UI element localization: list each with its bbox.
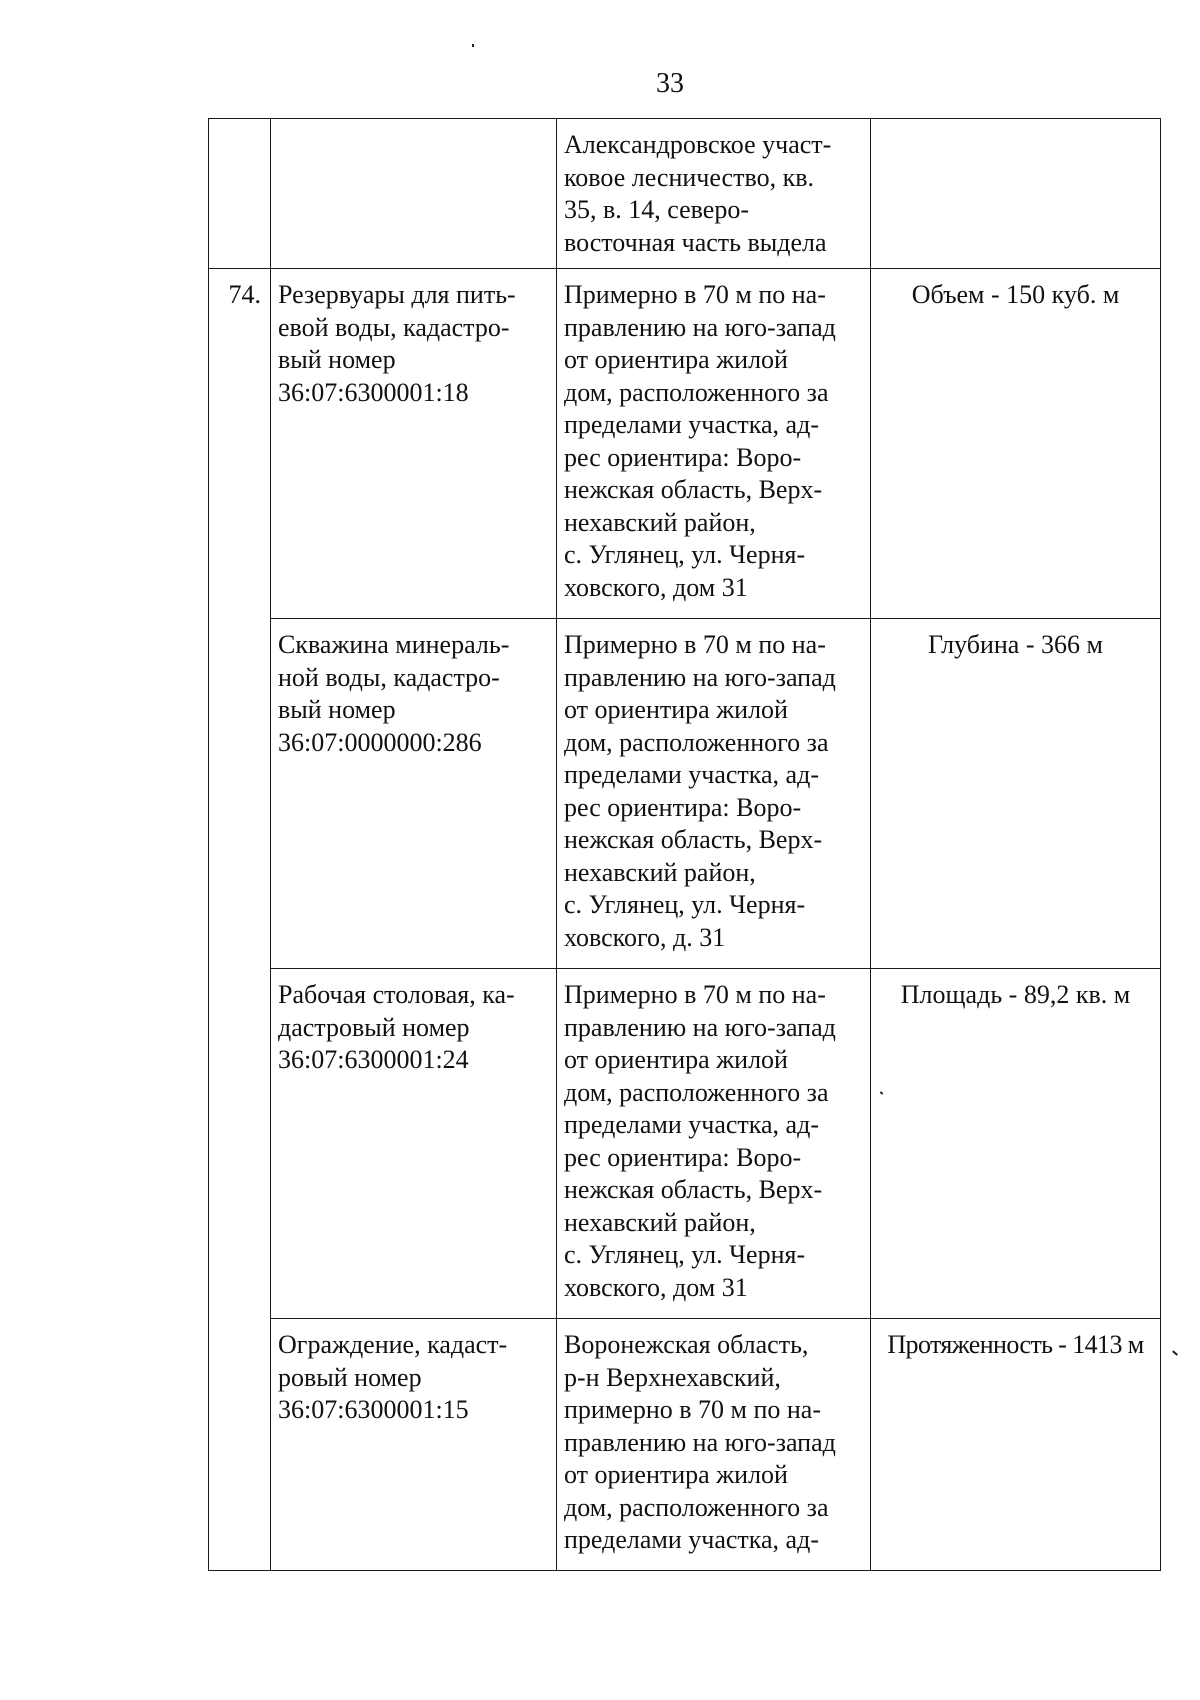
location-line: правлению на юго-запад <box>564 312 836 342</box>
objects-table <box>208 118 1161 1571</box>
value-text: Протяженность - 1413 м <box>887 1330 1144 1359</box>
location-line: нехавский район, <box>564 507 756 537</box>
row-number-cell <box>209 119 271 269</box>
location-cell <box>557 269 871 619</box>
object-line: 36:07:6300001:24 <box>278 1045 469 1074</box>
location-line: ховского, д. 31 <box>564 922 726 952</box>
object-line: ной воды, кадастро- <box>278 662 500 692</box>
row-number-cell: 74. <box>209 269 271 1571</box>
location-line: нехавский район, <box>564 857 756 887</box>
location-line: от ориентира жилой <box>564 1460 788 1489</box>
location-line: с. Углянец, ул. Черня- <box>564 890 806 919</box>
location-line: Примерно в 70 м по на- <box>564 280 826 309</box>
object-line: Скважина минераль- <box>278 630 510 659</box>
location-line: Примерно в 70 м по на- <box>564 630 826 659</box>
scan-speck <box>472 44 474 47</box>
location-line: дом, расположенного за <box>564 1077 829 1107</box>
object-cell <box>271 1319 557 1571</box>
value-cell <box>871 269 1161 619</box>
object-line: вый номер <box>278 695 396 724</box>
location-line: правлению на юго-запад <box>564 662 836 692</box>
location-line: примерно в 70 м по на- <box>564 1395 821 1424</box>
location-line: нежская область, Верх- <box>564 1175 823 1204</box>
location-cell <box>557 119 871 269</box>
table-row <box>209 619 1161 969</box>
location-line: дом, расположенного за <box>564 377 829 407</box>
location-line: ховского, дом 31 <box>564 572 748 602</box>
location-cell <box>557 1319 871 1571</box>
object-cell <box>271 969 557 1319</box>
object-line: вый номер <box>278 345 396 374</box>
location-line: ковое лесничество, кв. <box>564 162 814 192</box>
page-number: 33 <box>656 68 684 99</box>
value-text: Глубина - 366 м <box>928 630 1103 659</box>
location-line: восточная часть выдела <box>564 227 827 257</box>
value-cell <box>871 119 1161 269</box>
value-cell <box>871 969 1161 1319</box>
location-cell <box>557 619 871 969</box>
location-line: рес ориентира: Воро- <box>564 1142 802 1172</box>
location-line: рес ориентира: Воро- <box>564 442 802 472</box>
object-line: 36:07:6300001:15 <box>278 1395 469 1424</box>
location-line: пределами участка, ад- <box>564 1525 819 1554</box>
location-line: от ориентира жилой <box>564 1045 788 1074</box>
object-cell <box>271 119 557 269</box>
location-line: Примерно в 70 м по на- <box>564 980 826 1009</box>
object-line: евой воды, кадастро- <box>278 312 510 342</box>
location-line: от ориентира жилой <box>564 695 788 724</box>
location-cell <box>557 969 871 1319</box>
object-cell <box>271 619 557 969</box>
location-line: ховского, дом 31 <box>564 1272 748 1302</box>
location-line: с. Углянец, ул. Черня- <box>564 1240 806 1269</box>
location-line: нежская область, Верх- <box>564 475 823 504</box>
value-text: Площадь - 89,2 кв. м <box>900 980 1131 1009</box>
location-line: от ориентира жилой <box>564 345 788 374</box>
value-cell <box>871 619 1161 969</box>
object-line: ровый номер <box>278 1362 422 1392</box>
object-line: Рабочая столовая, ка- <box>278 980 515 1009</box>
object-line: Ограждение, кадаст- <box>278 1330 508 1359</box>
location-line: рес ориентира: Воро- <box>564 792 802 822</box>
table-row <box>209 269 1161 619</box>
value-text: Объем - 150 куб. м <box>911 280 1120 309</box>
location-line: Александровское участ- <box>564 130 832 159</box>
location-line: нехавский район, <box>564 1207 756 1237</box>
location-line: пределами участка, ад- <box>564 410 819 439</box>
location-line: Воронежская область, <box>564 1330 809 1359</box>
location-line: пределами участка, ад- <box>564 760 819 789</box>
location-line: правлению на юго-запад <box>564 1427 836 1457</box>
location-line: пределами участка, ад- <box>564 1110 819 1139</box>
object-line: дастровый номер <box>278 1012 470 1042</box>
table-row <box>209 1319 1161 1571</box>
location-line: дом, расположенного за <box>564 727 829 757</box>
value-cell <box>871 1319 1161 1571</box>
location-line: нежская область, Верх- <box>564 825 823 854</box>
object-cell <box>271 269 557 619</box>
location-line: с. Углянец, ул. Черня- <box>564 540 806 569</box>
scan-speck <box>1172 1350 1178 1355</box>
location-line: р-н Верхнехавский, <box>564 1362 781 1392</box>
location-line: 35, в. 14, северо- <box>564 195 749 224</box>
location-line: дом, расположенного за <box>564 1492 829 1522</box>
location-line: правлению на юго-запад <box>564 1012 836 1042</box>
table-row <box>209 119 1161 269</box>
object-line: 36:07:6300001:18 <box>278 377 469 407</box>
object-line: 36:07:0000000:286 <box>278 727 482 757</box>
table-row <box>209 969 1161 1319</box>
object-line: Резервуары для пить- <box>278 280 516 309</box>
